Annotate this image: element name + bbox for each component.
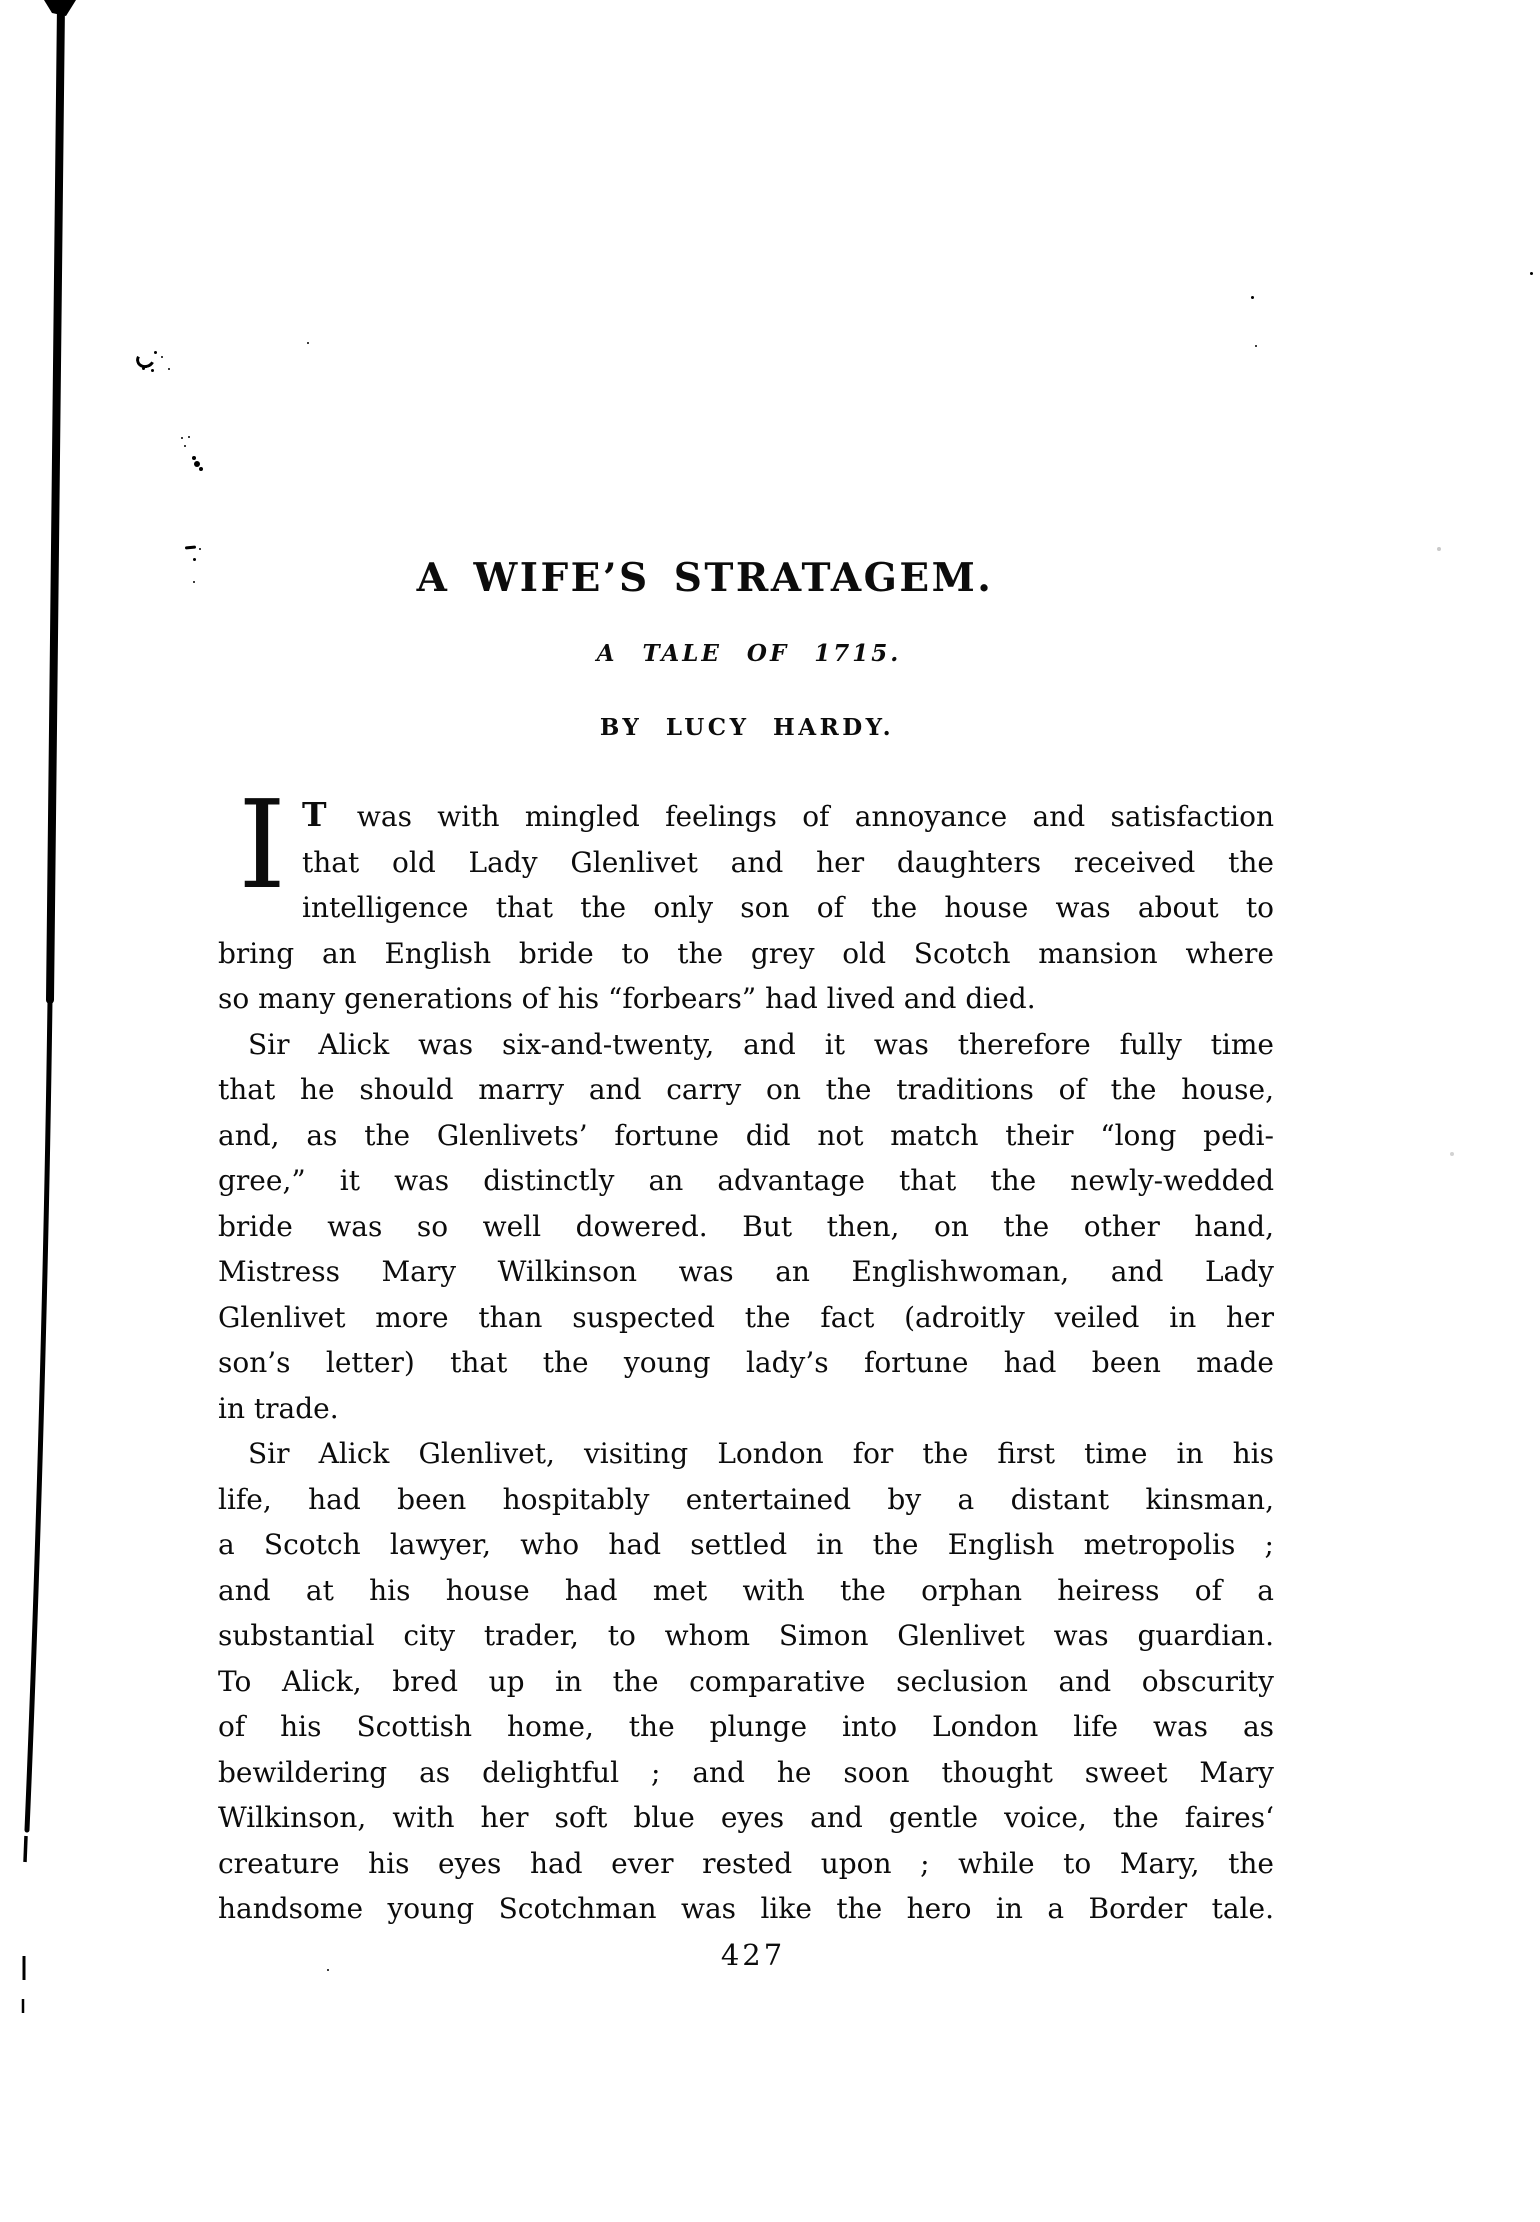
text-line: and, as the Glenlivets’ fortune did not match their “long pedi- [218,1118,1274,1152]
ink-speck [1255,345,1257,347]
ink-speck [161,356,163,358]
text-line: Wilkinson, with her soft blue eyes and gentle voice, the faires‘ [218,1801,1274,1834]
text-line: son’s letter) that the young lady’s fortune had been made [218,1346,1274,1379]
text-line: Glenlivet more than suspected the fact (adroitly veiled in her [218,1300,1274,1334]
text-line: intelligence that the only son of the house was about to [302,891,1274,924]
text-line: bring an English bride to the grey old Scotch mansion where [218,936,1274,970]
text-line: creature his eyes had ever rested upon ; while to Mary, the [218,1846,1274,1880]
ink-speck [151,369,154,372]
text-line: and at his house had met with the orphan heiress of a [218,1573,1274,1607]
paragraph [218,774,1274,1022]
text-line: that he should marry and carry on the traditions of the house, [218,1073,1274,1106]
text-line: of his Scottish home, the plunge into London life was as [218,1710,1274,1743]
text-line: that old Lady Glenlivet and her daughters received the [302,845,1274,879]
ink-speck [188,436,190,438]
ink-speck [142,367,145,370]
text-line: bewildering as delightful ; and he soon thought sweet Mary [218,1755,1274,1789]
drop-cap: I [238,774,287,916]
ink-speck [185,546,196,550]
spine-shadow-line [0,0,90,2222]
story-subtitle: A TALE OF 1715. [596,640,902,667]
text-line: Sir Alick was six-and-twenty, and it was therefore fully time [248,1027,1274,1061]
body-text [218,774,1274,1932]
story-title: A WIFE’S STRATAGEM. [416,555,994,601]
ink-speck [199,467,203,471]
page-number: 427 [720,1938,786,1972]
ink-speck [168,368,170,370]
text-line: Mistress Mary Wilkinson was an Englishwoman, and Lady [218,1255,1274,1288]
story-byline: BY LUCY HARDY. [599,714,895,741]
ink-speck [154,351,157,354]
ink-speck [199,548,201,550]
text-line: gree,” it was distinctly an advantage that the newly-wedded [218,1164,1274,1197]
text-line: To Alick, bred up in the comparative seclusion and obscurity [218,1664,1274,1698]
text-line: in trade. [218,1391,339,1425]
ink-speck [307,342,309,344]
text-line: substantial city trader, to whom Simon Glenlivet was guardian. [218,1619,1274,1652]
ink-speck [1450,1152,1454,1156]
text-line: life, had been hospitably entertained by a distant kinsman, [218,1482,1274,1516]
text-line: Sir Alick Glenlivet, visiting London for the first time in his [248,1437,1274,1470]
ink-speck [1530,272,1533,275]
ink-speck [1437,547,1441,551]
ink-speck [194,461,200,467]
ink-speck [181,437,183,439]
ink-speck [1251,296,1254,299]
text-line: handsome young Scotchman was like the hero in a Border tale. [218,1892,1274,1925]
ink-speck [184,445,186,447]
paragraph [218,1022,1274,1432]
text-line: bride was so well dowered. But then, on the other hand, [218,1209,1274,1243]
text-line: so many generations of his “forbears” had lived and died. [218,982,1036,1015]
paragraph [218,1431,1274,1932]
text-line: a Scotch lawyer, who had settled in the English metropolis ; [218,1528,1274,1561]
ink-speck [192,456,196,460]
text-line: T was with mingled feelings of annoyance and satisfaction [302,795,1274,834]
